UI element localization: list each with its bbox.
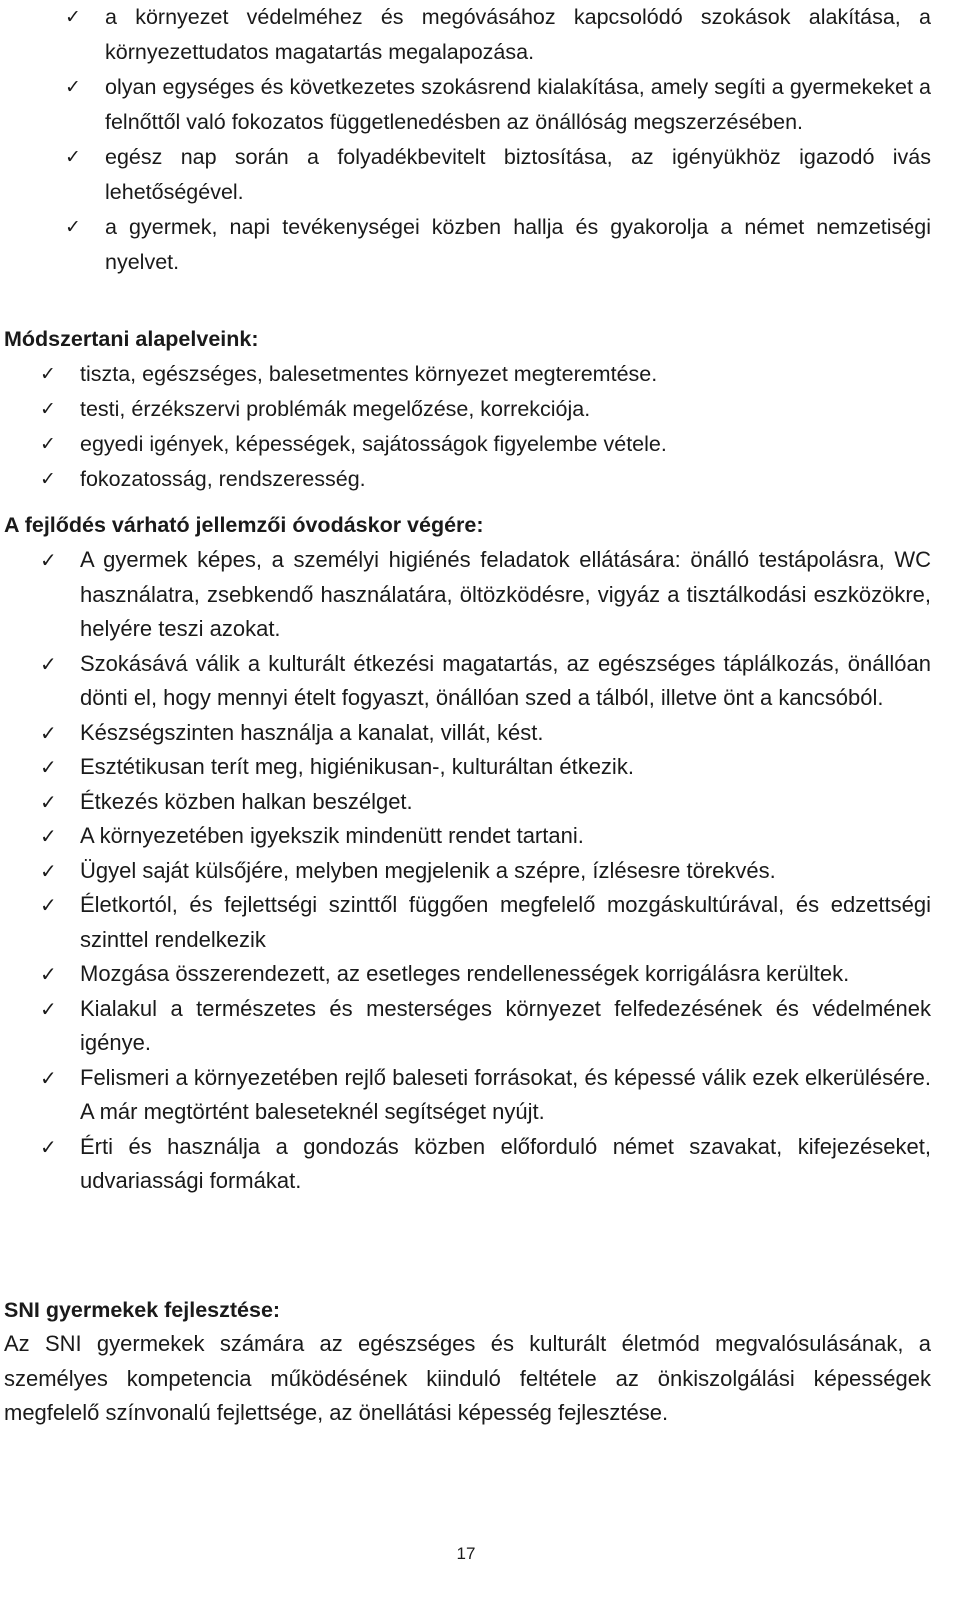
list-item: ✓ a környezet védelméhez és megóvásához kapcsolódó szokások alakítása, a környezettudatos magatartás megalapozása. <box>65 0 931 70</box>
list-item: ✓ A környezetében igyekszik mindenütt rendet tartani. <box>40 819 931 854</box>
checkmark-icon: ✓ <box>40 398 56 420</box>
list-item: ✓ tiszta, egészséges, balesetmentes környezet megteremtése. <box>40 357 931 392</box>
checkmark-icon: ✓ <box>40 720 57 745</box>
checkmark-icon: ✓ <box>40 1065 57 1090</box>
checkmark-icon: ✓ <box>40 858 57 883</box>
list-item: ✓ Kialakul a természetes és mesterséges környezet felfedezésének és védelmének igénye. <box>40 992 931 1061</box>
sni-heading: SNI gyermekek fejlesztése: <box>4 1298 281 1322</box>
checkmark-icon: ✓ <box>65 216 81 238</box>
list-item: ✓ egész nap során a folyadékbevitelt biztosítása, az igényükhöz igazodó ivás lehetőségével. <box>65 140 931 210</box>
list-item: ✓ testi, érzékszervi problémák megelőzése, korrekciója. <box>40 392 931 427</box>
checkmark-icon: ✓ <box>40 1134 57 1159</box>
checkmark-icon: ✓ <box>40 363 56 385</box>
checkmark-icon: ✓ <box>40 789 57 814</box>
list-item: ✓ a gyermek, napi tevékenységei közben hallja és gyakorolja a német nemzetiségi nyelvet. <box>65 210 931 280</box>
list-item: ✓ Esztétikusan terít meg, higiénikusan-, kulturáltan étkezik. <box>40 750 931 785</box>
checkmark-icon: ✓ <box>40 548 57 572</box>
list-item: ✓ Felismeri a környezetében rejlő baleseti forrásokat, és képessé válik ezek elkerülésére. A már megtörtént baleseteknél segítséget nyújt. <box>40 1061 931 1130</box>
checkmark-icon: ✓ <box>40 468 56 490</box>
list-item: ✓ egyedi igények, képességek, sajátosságok figyelembe vétele. <box>40 427 931 462</box>
list-item: ✓ Mozgása összerendezett, az esetleges rendellenességek korrigálásra kerültek. <box>40 957 931 992</box>
list-item: ✓ Étkezés közben halkan beszélget. <box>40 785 931 820</box>
checkmark-icon: ✓ <box>40 755 57 779</box>
checkmark-icon: ✓ <box>65 146 81 168</box>
intro-list <box>65 0 931 280</box>
list-item: ✓ Érti és használja a gondozás közben előforduló német szavakat, kifejezéseket, udvariassági formákat. <box>40 1130 931 1199</box>
list-item: ✓ A gyermek képes, a személyi higiénés feladatok ellátására: önálló testápolásra, WC használatra, zsebkendő használatára, öltözködésre, vigyáz a tisztálkodási eszközökre, helyére teszi azokat. <box>40 543 931 647</box>
checkmark-icon: ✓ <box>40 651 57 676</box>
list-item: ✓ Ügyel saját külsőjére, melyben megjelenik a szépre, ízlésesre törekvés. <box>40 854 931 889</box>
methodology-heading: Módszertani alapelveink: <box>4 327 259 351</box>
checkmark-icon: ✓ <box>40 824 57 848</box>
list-item: ✓ Készségszinten használja a kanalat, villát, kést. <box>40 716 931 751</box>
page-number: 17 <box>456 1544 476 1563</box>
checkmark-icon: ✓ <box>40 996 57 1021</box>
methodology-list <box>40 357 931 497</box>
sni-paragraph: Az SNI gyermekek számára az egészséges és kulturált életmód megvalósulásának, a személyes kompetencia működésének kiinduló feltétele az önkiszolgálási képességek megfelelő színvonalú fejlettsége, az önellátási képesség fejlesztése. <box>4 1331 931 1425</box>
list-item: ✓ Szokásává válik a kulturált étkezési magatartás, az egészséges táplálkozás, önállóan dönti el, hogy mennyi ételt fogyaszt, önállóan szed a tálból, illetve önt a kancsóból. <box>40 647 931 716</box>
list-item: ✓ olyan egységes és következetes szokásrend kialakítása, amely segíti a gyermekeket a felnőttől való fokozatos függetlenedésben az önállóság megszerzésében. <box>65 70 931 140</box>
checkmark-icon: ✓ <box>65 6 81 28</box>
checkmark-icon: ✓ <box>40 962 57 986</box>
checkmark-icon: ✓ <box>65 76 81 98</box>
development-list <box>40 543 931 1199</box>
checkmark-icon: ✓ <box>40 433 56 455</box>
list-item: ✓ fokozatosság, rendszeresség. <box>40 462 931 497</box>
development-heading: A fejlődés várható jellemzői óvodáskor végére: <box>4 513 484 537</box>
checkmark-icon: ✓ <box>40 893 57 917</box>
list-item: ✓ Életkortól, és fejlettségi szinttől függően megfelelő mozgáskultúrával, és edzettségi szinttel rendelkezik <box>40 888 931 957</box>
